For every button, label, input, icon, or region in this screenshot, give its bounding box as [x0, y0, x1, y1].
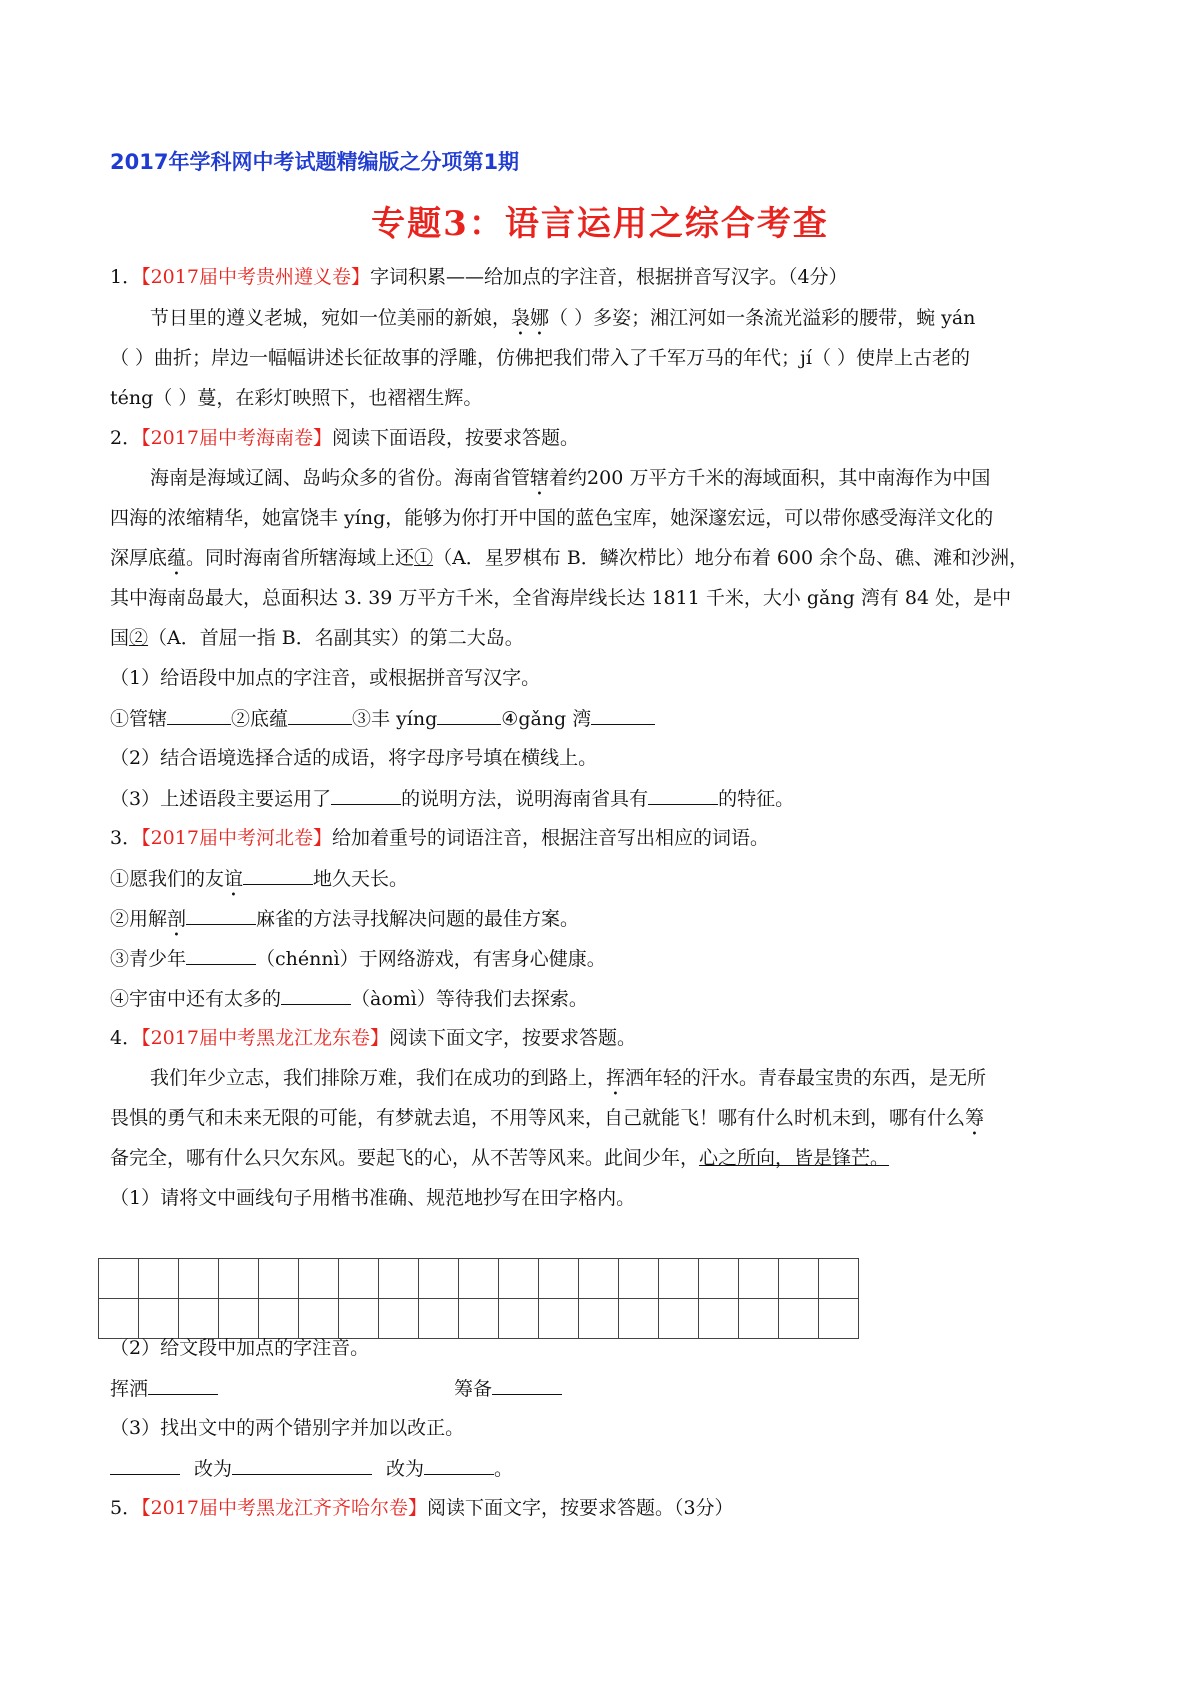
q1-dotted-word: 袅娜 — [511, 307, 550, 329]
q4-prompt: 阅读下面文字，按要求答题。 — [388, 1027, 636, 1049]
q1-line-1 — [150, 306, 1100, 340]
grid-cell[interactable] — [579, 1259, 619, 1299]
q4-text: 畏惧的勇气和未来无限的可能，有梦就去追，不用等风来，自己就能飞！哪有什么时机未到，哪有什么 — [110, 1107, 966, 1129]
grid-cell[interactable] — [619, 1299, 659, 1339]
q1-line-2: （ ）曲折；岸边一幅幅讲述长征故事的浮雕，仿佛把我们带入了千军万马的年代；jí（ ）使岸上古老的 — [110, 347, 971, 369]
q2-item-4: ④gǎng 湾 — [501, 708, 592, 730]
q2-blank-marker-2: ② — [129, 627, 149, 649]
series-header: 2017年学科网中考试题精编版之分项第1期 — [110, 150, 520, 174]
q2-source: 【2017届中考海南卷】 — [141, 427, 332, 449]
q2-text: 深厚底 — [110, 547, 168, 569]
q5-prompt: 阅读下面文字，按要求答题。（3分） — [426, 1497, 734, 1519]
q4-dotted-char: 挥 — [606, 1067, 626, 1089]
grid-cell[interactable] — [499, 1259, 539, 1299]
q3-dotted-char: 谊 — [224, 868, 244, 890]
q4-source: 【2017届中考黑龙江龙东卷】 — [141, 1027, 389, 1049]
grid-cell[interactable] — [739, 1299, 779, 1339]
grid-cell[interactable] — [699, 1259, 739, 1299]
grid-cell[interactable] — [99, 1299, 139, 1339]
q2-dotted-char: 蕴 — [167, 547, 187, 569]
q2-text: （A．首屈一指 B．名副其实）的第二大岛。 — [148, 627, 524, 649]
q2-text: （A．星罗棋布 B．鳞次栉比）地分布着 600 余个岛、礁、滩和沙洲， — [433, 547, 1029, 569]
q2-para-line-5 — [110, 626, 1100, 650]
q2-item-2: ②底蕴 — [231, 708, 289, 730]
q4-sub-1: （1）请将文中画线句子用楷书准确、规范地抄写在田字格内。 — [110, 1187, 636, 1209]
q5-number: 5． — [110, 1497, 142, 1519]
grid-cell[interactable] — [739, 1259, 779, 1299]
topic-title: 专题3：语言运用之综合考查 — [371, 204, 829, 244]
answer-blank[interactable] — [110, 1456, 180, 1475]
q4-sub-2-answers — [110, 1376, 1100, 1401]
q2-para-line-1 — [150, 466, 1100, 500]
q2-text: 的说明方法，说明海南省具有 — [401, 788, 649, 810]
q4-item-1: 挥洒 — [110, 1378, 149, 1400]
q2-text: 。同时海南省所辖海域上还 — [186, 547, 415, 569]
q2-sub-1: （1）给语段中加点的字注音，或根据拼音写汉字。 — [110, 667, 541, 689]
tianzige-grid[interactable] — [98, 1258, 859, 1339]
q3-item-3 — [110, 946, 1100, 971]
q4-text: 。 — [494, 1458, 514, 1480]
q2-text: 国 — [110, 627, 130, 649]
q3-text: ③青少年 — [110, 948, 187, 970]
q4-sub-3-answers — [110, 1456, 1100, 1481]
grid-cell[interactable] — [219, 1299, 259, 1339]
q2-para-line-2: 四海的浓缩精华，她富饶丰 yíng，能够为你打开中国的蓝色宝库，她深邃宏远，可以带你感受海洋文化的 — [110, 507, 994, 529]
grid-cell[interactable] — [379, 1299, 419, 1339]
answer-blank[interactable] — [648, 786, 718, 805]
q1-source: 【2017届中考贵州遵义卷】 — [141, 266, 370, 288]
q4-sub-3: （3）找出文中的两个错别字并加以改正。 — [110, 1417, 465, 1439]
q3-text: 地久天长。 — [313, 868, 409, 890]
q1-number: 1． — [110, 266, 142, 288]
grid-cell[interactable] — [259, 1259, 299, 1299]
q3-text: （àomì）等待我们去探索。 — [351, 988, 588, 1010]
grid-cell[interactable] — [699, 1299, 739, 1339]
grid-cell[interactable] — [259, 1299, 299, 1339]
q3-item-2 — [110, 906, 1100, 941]
q4-text: 洒年轻的汗水。青春最宝贵的东西，是无所 — [625, 1067, 987, 1089]
q4-text: 改为 — [194, 1458, 233, 1480]
q4-item-2: 筹备 — [454, 1378, 493, 1400]
q3-text: ②用解 — [110, 908, 168, 930]
grid-cell[interactable] — [539, 1259, 579, 1299]
q3-text: （chénnì）于网络游戏，有害身心健康。 — [256, 948, 606, 970]
grid-cell[interactable] — [219, 1259, 259, 1299]
q4-text: 改为 — [386, 1458, 425, 1480]
grid-cell[interactable] — [499, 1299, 539, 1339]
grid-cell[interactable] — [779, 1299, 819, 1339]
q3-heading — [110, 826, 1100, 850]
grid-cell[interactable] — [619, 1259, 659, 1299]
grid-cell[interactable] — [819, 1259, 859, 1299]
q3-dotted-char: 剖 — [167, 908, 187, 930]
answer-blank[interactable] — [288, 706, 352, 725]
answer-blank[interactable] — [281, 986, 351, 1005]
q2-text: 着约200 万平方千米的海域面积，其中南海作为中国 — [549, 467, 991, 489]
q4-text: 备完全，哪有什么只欠东风。要起飞的心，从不苦等风来。此间少年， — [110, 1147, 700, 1169]
grid-cell[interactable] — [339, 1259, 379, 1299]
grid-cell[interactable] — [299, 1259, 339, 1299]
q4-underlined-sentence: 心之所向，皆是锋芒。 — [699, 1147, 890, 1169]
grid-cell[interactable] — [419, 1259, 459, 1299]
answer-blank[interactable] — [437, 706, 501, 725]
q4-number: 4． — [110, 1027, 142, 1049]
q2-dotted-char: 辖 — [530, 467, 550, 489]
answer-blank[interactable] — [243, 866, 313, 885]
grid-cell[interactable] — [539, 1299, 579, 1339]
grid-cell[interactable] — [299, 1299, 339, 1339]
q4-dotted-char: 筹 — [965, 1107, 985, 1129]
q2-text: （3）上述语段主要运用了 — [110, 788, 332, 810]
q3-item-1 — [110, 866, 1100, 901]
q2-para-line-3 — [110, 546, 1100, 580]
q2-sub-1-answers — [110, 706, 1100, 731]
q3-source: 【2017届中考河北卷】 — [141, 827, 332, 849]
q3-number: 3． — [110, 827, 142, 849]
q1-text: 节日里的遵义老城，宛如一位美丽的新娘， — [150, 307, 512, 329]
q3-prompt: 给加着重号的词语注音，根据注音写出相应的词语。 — [331, 827, 769, 849]
q1-prompt: 字词积累——给加点的字注音，根据拼音写汉字。（4分） — [369, 266, 848, 288]
grid-cell[interactable] — [459, 1299, 499, 1339]
answer-blank[interactable] — [167, 706, 231, 725]
grid-cell[interactable] — [139, 1259, 179, 1299]
q4-sub-2: （2）给文段中加点的字注音。 — [110, 1337, 370, 1359]
q4-para-line-1 — [150, 1066, 1100, 1100]
q2-blank-marker-1: ① — [414, 547, 434, 569]
q4-heading — [110, 1026, 1100, 1050]
q3-text: 麻雀的方法寻找解决问题的最佳方案。 — [256, 908, 580, 930]
answer-blank[interactable] — [424, 1456, 494, 1475]
grid-cell[interactable] — [419, 1299, 459, 1339]
grid-cell[interactable] — [819, 1299, 859, 1339]
q4-text: 我们年少立志，我们排除万难，我们在成功的到路上， — [150, 1067, 607, 1089]
q4-para-line-2 — [110, 1106, 1100, 1140]
q2-text: 海南是海域辽阔、岛屿众多的省份。海南省管 — [150, 467, 531, 489]
q2-para-line-4: 其中海南岛最大，总面积达 3. 39 万平方千米，全省海岸线长达 1811 千米，大小 gǎng 湾有 84 处，是中 — [110, 587, 1012, 609]
q1-heading — [110, 265, 1100, 289]
answer-blank[interactable] — [331, 786, 401, 805]
q2-number: 2． — [110, 427, 142, 449]
answer-blank[interactable] — [186, 946, 256, 965]
q2-heading — [110, 426, 1100, 450]
grid-cell[interactable] — [179, 1259, 219, 1299]
q4-para-line-3 — [110, 1146, 1100, 1170]
q3-item-4 — [110, 986, 1100, 1011]
answer-blank[interactable] — [492, 1376, 562, 1395]
grid-cell[interactable] — [99, 1259, 139, 1299]
q3-text: ①愿我们的友 — [110, 868, 225, 890]
grid-cell[interactable] — [459, 1259, 499, 1299]
q2-item-1: ①管辖 — [110, 708, 168, 730]
q2-prompt: 阅读下面语段，按要求答题。 — [331, 427, 579, 449]
grid-cell[interactable] — [379, 1259, 419, 1299]
q2-sub-2: （2）结合语境选择合适的成语，将字母序号填在横线上。 — [110, 747, 598, 769]
grid-cell[interactable] — [659, 1299, 699, 1339]
answer-blank[interactable] — [186, 906, 256, 925]
grid-cell[interactable] — [139, 1299, 179, 1339]
answer-blank[interactable] — [591, 706, 655, 725]
q2-item-3: ③丰 yíng — [352, 708, 438, 730]
q1-line-3: téng（ ）蔓，在彩灯映照下，也褶褶生辉。 — [110, 387, 483, 409]
answer-blank[interactable] — [232, 1456, 372, 1475]
grid-cell[interactable] — [779, 1259, 819, 1299]
q1-text: （ ）多姿；湘江河如一条流光溢彩的腰带，蜿 yán — [549, 307, 976, 329]
q2-sub-3 — [110, 786, 1100, 811]
q2-text: 的特征。 — [718, 788, 795, 810]
grid-cell[interactable] — [179, 1299, 219, 1339]
grid-cell[interactable] — [659, 1259, 699, 1299]
q3-text: ④宇宙中还有太多的 — [110, 988, 282, 1010]
grid-cell[interactable] — [339, 1299, 379, 1339]
q5-source: 【2017届中考黑龙江齐齐哈尔卷】 — [141, 1497, 427, 1519]
answer-blank[interactable] — [148, 1376, 218, 1395]
q5-heading — [110, 1496, 1100, 1520]
grid-cell[interactable] — [579, 1299, 619, 1339]
